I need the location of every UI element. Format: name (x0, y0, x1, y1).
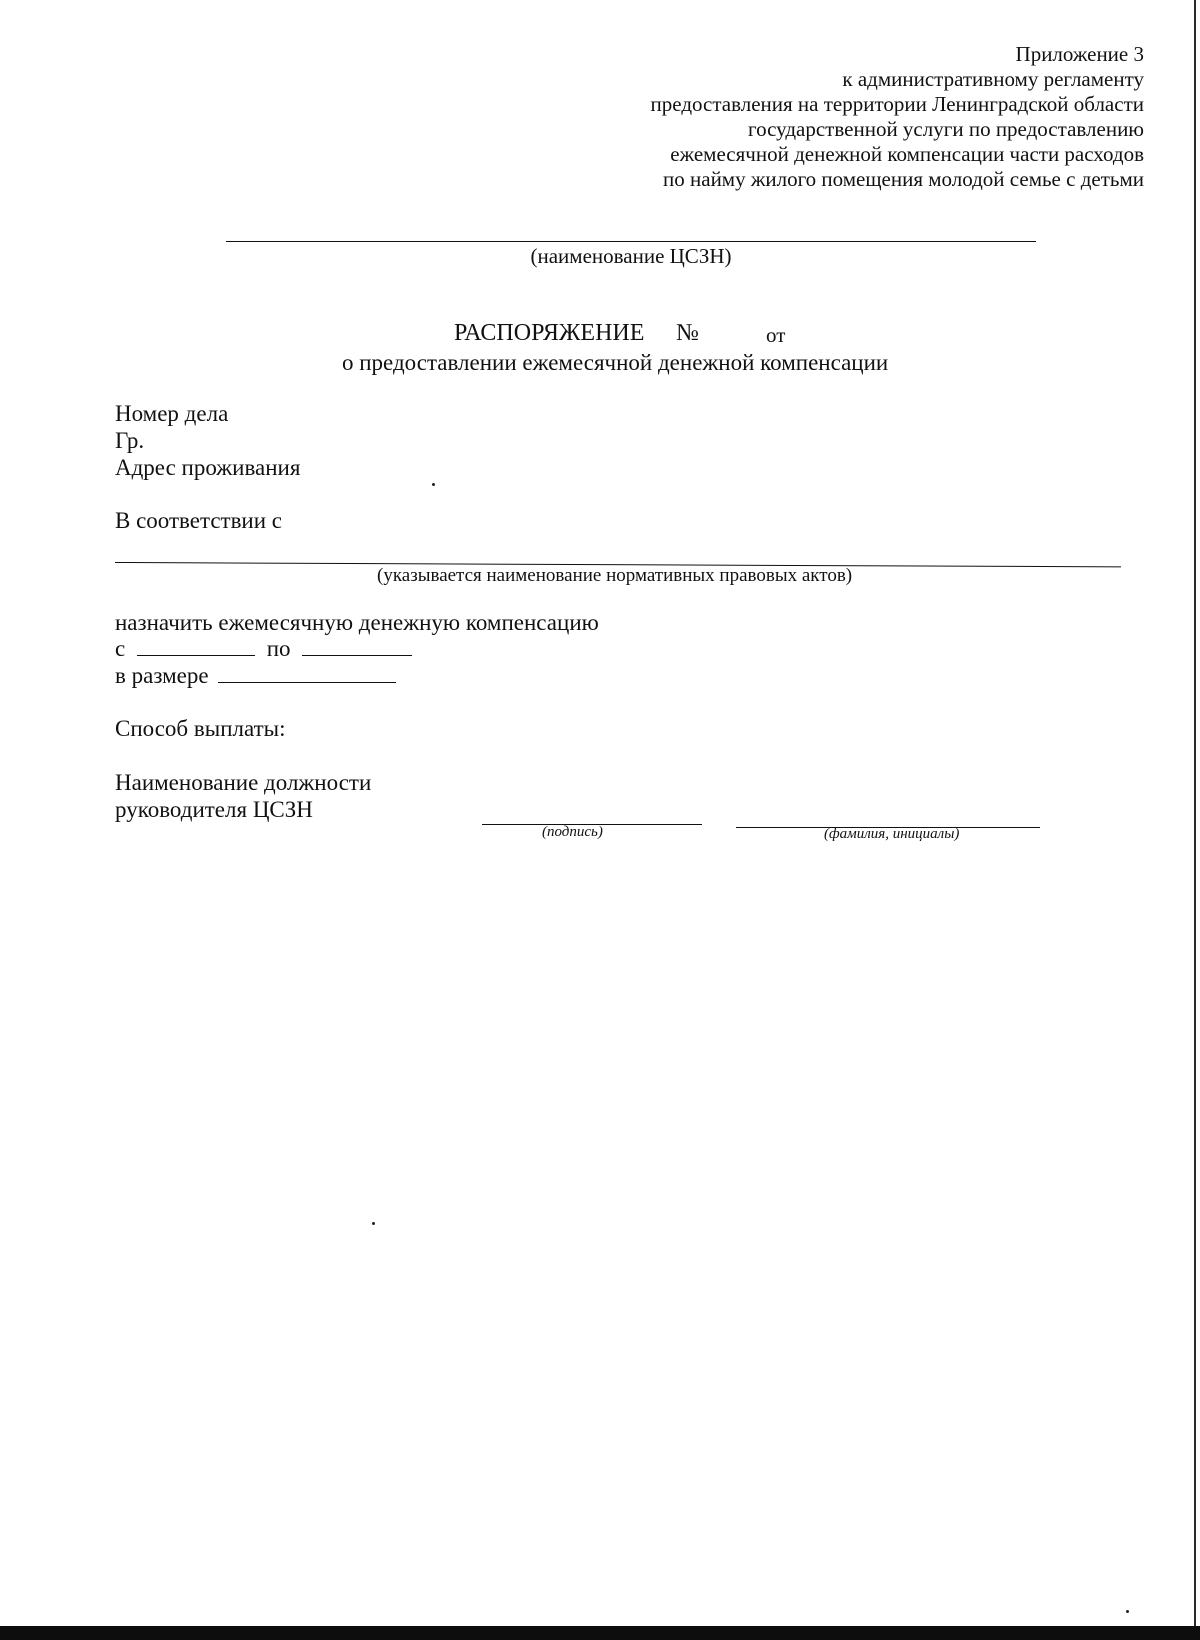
signature-caption: (подпись) (542, 824, 603, 840)
scan-speck (372, 1222, 375, 1225)
scan-speck (1126, 1610, 1129, 1613)
order-number-sign: № (676, 320, 699, 346)
accordance-label: В соответствии с (115, 508, 283, 533)
address-label: Адрес проживания (115, 455, 301, 480)
order-title-text: РАСПОРЯЖЕНИЕ (454, 320, 645, 346)
assignment-text: назначить ежемесячную денежную компенсацию (115, 610, 599, 635)
scan-right-edge (1194, 0, 1196, 1626)
header-line-3: предоставления на территории Ленинградской области (650, 92, 1144, 116)
amount-row (115, 662, 396, 689)
position-line-1: Наименование должности (115, 770, 372, 795)
header-line-6: по найму жилого помещения молодой семье с детьми (663, 167, 1144, 191)
scan-bottom-edge (0, 1626, 1200, 1640)
amount-label: в размере (115, 663, 209, 688)
scan-speck (432, 483, 435, 486)
org-name-line (226, 241, 1036, 242)
order-subtitle: о предоставлении ежемесячной денежной компенсации (342, 350, 889, 375)
legal-acts-caption: (указывается наименование нормативных правовых актов) (377, 565, 853, 586)
payment-method-label: Способ выплаты: (115, 716, 286, 741)
citizen-label: Гр. (115, 428, 145, 453)
period-from-blank (137, 635, 255, 656)
period-row (115, 635, 412, 662)
appendix-header (651, 42, 1144, 192)
order-title (454, 320, 644, 347)
header-line-4: государственной услуги по предоставлению (748, 117, 1144, 141)
header-line-1: Приложение 3 (1015, 42, 1144, 66)
name-caption: (фамилия, инициалы) (824, 826, 960, 842)
case-number-label: Номер дела (115, 401, 229, 426)
order-date-label: от (766, 323, 786, 347)
period-from-label: с (115, 636, 126, 661)
header-line-2: к административному регламенту (842, 67, 1144, 91)
period-to-blank (302, 635, 412, 656)
period-to-label: по (266, 636, 291, 661)
header-line-5: ежемесячной денежной компенсации части расходов (670, 142, 1144, 166)
org-name-caption: (наименование ЦСЗН) (530, 244, 732, 268)
amount-blank (218, 662, 396, 683)
position-line-2: руководителя ЦСЗН (115, 797, 313, 822)
